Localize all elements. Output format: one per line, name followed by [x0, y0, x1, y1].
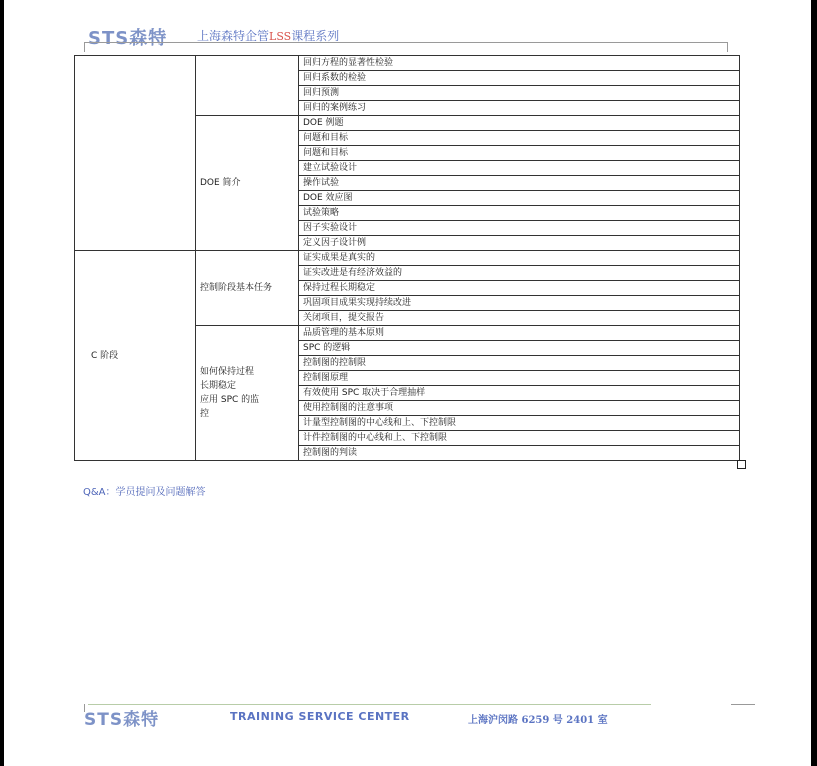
- item-cell: 操作试验: [299, 176, 740, 191]
- item-cell: 证实改进是有经济效益的: [299, 266, 740, 281]
- document-page: [4, 0, 811, 766]
- item-cell: 回归的案例练习: [299, 101, 740, 116]
- item-cell: 计量型控制图的中心线和上、下控制限: [299, 416, 740, 431]
- item-cell: 品质管理的基本原则: [299, 326, 740, 341]
- item-cell: 试验策略: [299, 206, 740, 221]
- header-title-suffix: 课程系列: [291, 29, 340, 43]
- item-cell: 回归方程的显著性检验: [299, 56, 740, 71]
- header-logo: STS森特: [88, 28, 168, 49]
- footer-center-name: TRAINING SERVICE CENTER: [230, 710, 410, 723]
- qa-line: Q&A：学员提问及问题解答: [83, 487, 206, 498]
- topic-cell-control-tasks: 控制阶段基本任务: [196, 251, 299, 326]
- item-cell: 问题和目标: [299, 146, 740, 161]
- footer-address: 上海沪闵路 6259 号 2401 室: [468, 715, 608, 726]
- item-cell: SPC 的逻辑: [299, 341, 740, 356]
- header-rule: [84, 42, 727, 43]
- item-cell: 控制图的判读: [299, 446, 740, 461]
- topic-cell-empty: [196, 56, 299, 116]
- item-cell: DOE 例题: [299, 116, 740, 131]
- item-cell: 回归预测: [299, 86, 740, 101]
- footer-rule-right: [731, 704, 755, 705]
- item-cell: 巩固项目成果实现持续改进: [299, 296, 740, 311]
- table-row: [75, 251, 740, 266]
- course-table: [74, 55, 740, 461]
- phase-cell-empty: [75, 56, 196, 251]
- phase-cell-c: C 阶段: [75, 251, 196, 461]
- footer-rule: [88, 704, 651, 705]
- item-cell: DOE 效应图: [299, 191, 740, 206]
- item-cell: 证实成果是真实的: [299, 251, 740, 266]
- item-cell: 控制图原理: [299, 371, 740, 386]
- item-cell: 定义因子设计例: [299, 236, 740, 251]
- header-title-lss: LSS: [269, 30, 292, 43]
- item-cell: 问题和目标: [299, 131, 740, 146]
- topic-spc-line: 长期稳定: [200, 381, 237, 391]
- item-cell: 有效使用 SPC 取决于合理抽样: [299, 386, 740, 401]
- item-cell: 保持过程长期稳定: [299, 281, 740, 296]
- table-resize-handle[interactable]: [737, 460, 746, 469]
- topic-cell-doe: DOE 简介: [196, 116, 299, 251]
- item-cell: 关闭项目，提交报告: [299, 311, 740, 326]
- item-cell: 使用控制图的注意事项: [299, 401, 740, 416]
- item-cell: 建立试验设计: [299, 161, 740, 176]
- topic-cell-spc: [196, 326, 299, 461]
- topic-spc-line: 控: [200, 409, 210, 419]
- header-rule-start: [84, 42, 85, 52]
- footer-logo: STS森特: [84, 710, 160, 730]
- item-cell: 控制图的控制限: [299, 356, 740, 371]
- header-title-prefix: 上海森特企管: [197, 29, 270, 43]
- table-row: [75, 56, 740, 71]
- header-rule-end: [727, 42, 728, 52]
- topic-spc-line: 应用 SPC 的监: [200, 395, 260, 405]
- item-cell: 因子实验设计: [299, 221, 740, 236]
- topic-spc-line: 如何保持过程: [200, 367, 255, 377]
- item-cell: 计件控制图的中心线和上、下控制限: [299, 431, 740, 446]
- item-cell: 回归系数的检验: [299, 71, 740, 86]
